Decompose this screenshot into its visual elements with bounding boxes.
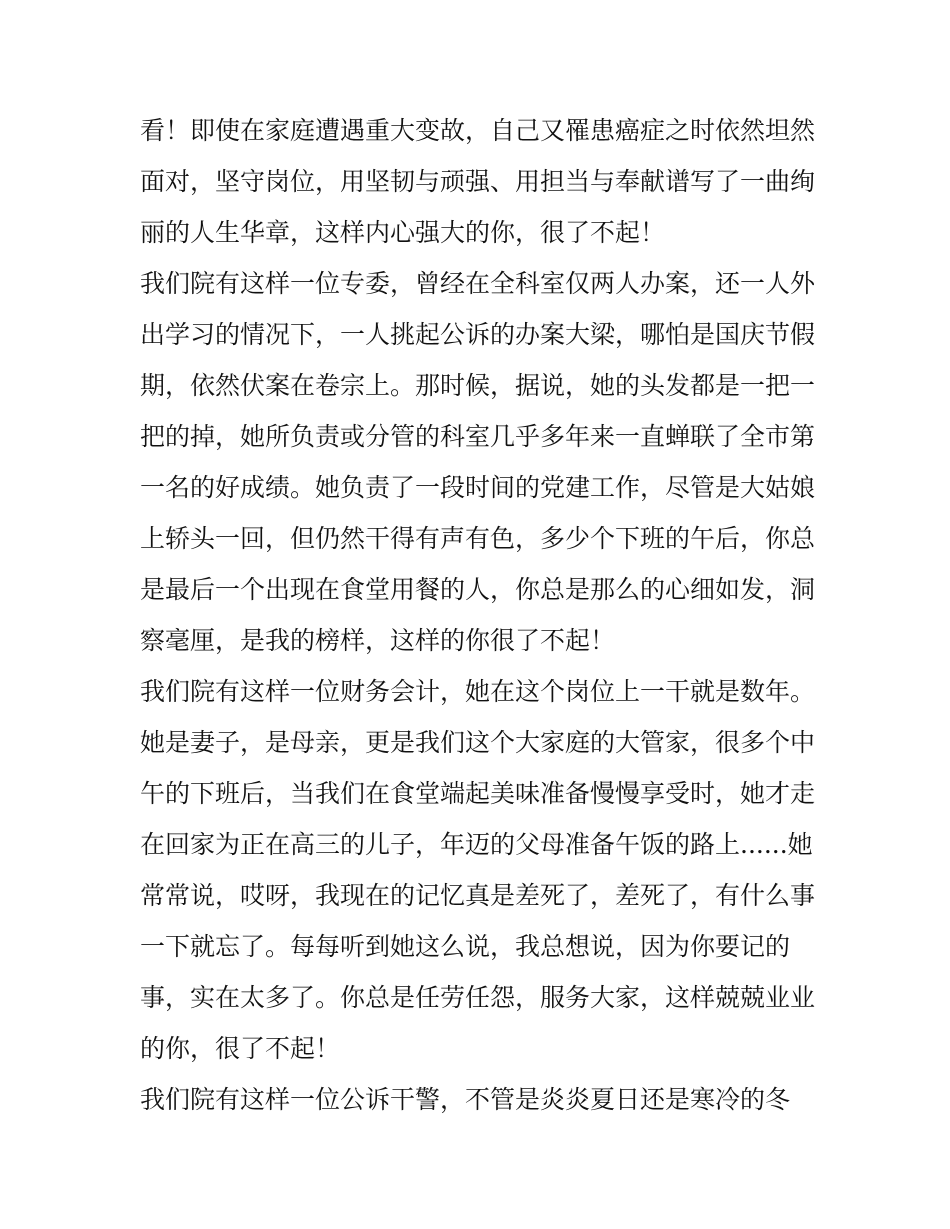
text-line: 丽的人生华章，这样内心强大的你，很了不起！ [140, 218, 666, 247]
text-line: 常常说，哎呀，我现在的记忆真是差死了，差死了，有什么事 [140, 881, 816, 910]
text-line: 察毫厘，是我的榜样，这样的你很了不起！ [140, 626, 616, 655]
text-line: 面对，坚守岗位，用坚韧与顽强、用担当与奉献谱写了一曲绚 [140, 167, 816, 196]
text-line: 出学习的情况下，一人挑起公诉的办案大梁，哪怕是国庆节假 [140, 320, 816, 349]
text-line: 一下就忘了。每每听到她这么说，我总想说，因为你要记的 [140, 932, 791, 961]
text-line: 上轿头一回，但仍然干得有声有色，多少个下班的午后，你总 [140, 524, 816, 553]
text-line: 一名的好成绩。她负责了一段时间的党建工作，尽管是大姑娘 [140, 473, 816, 502]
text-line: 期，依然伏案在卷宗上。那时候，据说，她的头发都是一把一 [140, 371, 816, 400]
text-line: 我们院有这样一位财务会计，她在这个岗位上一干就是数年。 [140, 677, 816, 706]
text-line: 她是妻子，是母亲，更是我们这个大家庭的大管家，很多个中 [140, 728, 816, 757]
text-line: 事，实在太多了。你总是任劳任怨，服务大家，这样兢兢业业 [140, 983, 816, 1012]
text-line: 午的下班后，当我们在食堂端起美味准备慢慢享受时，她才走 [140, 779, 816, 808]
text-line: 是最后一个出现在食堂用餐的人，你总是那么的心细如发，洞 [140, 575, 816, 604]
text-line: 把的掉，她所负责或分管的科室几乎多年来一直蝉联了全市第 [140, 422, 816, 451]
text-line: 我们院有这样一位专委，曾经在全科室仅两人办案，还一人外 [140, 269, 816, 298]
text-line: 看！即使在家庭遭遇重大变故，自己又罹患癌症之时依然坦然 [140, 116, 816, 145]
text-line: 在回家为正在高三的儿子，年迈的父母准备午饭的路上......她 [140, 830, 813, 859]
text-line: 我们院有这样一位公诉干警，不管是炎炎夏日还是寒冷的冬 [140, 1085, 791, 1114]
document-body [140, 105, 820, 1125]
text-line: 的你，很了不起！ [140, 1034, 341, 1063]
